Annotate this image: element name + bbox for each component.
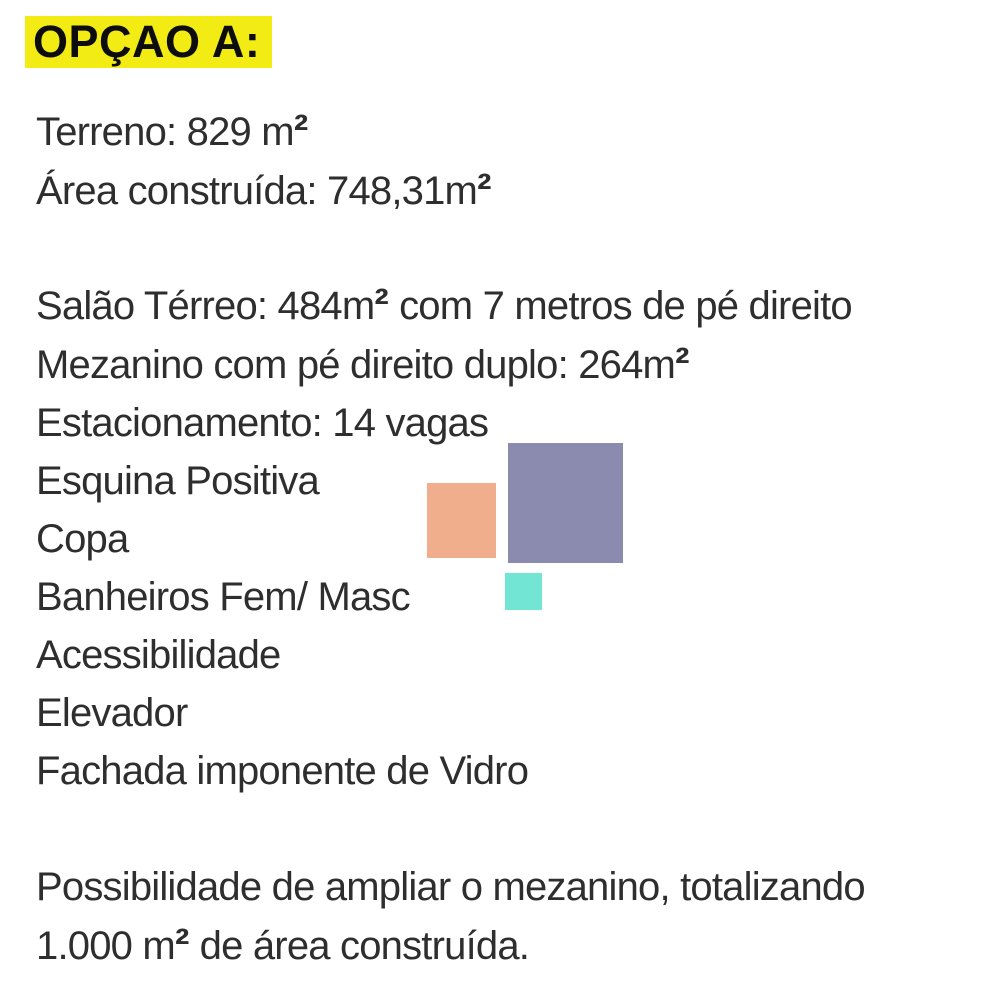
expansion-block bbox=[36, 858, 865, 975]
summary-block bbox=[36, 102, 491, 220]
terreno-line: Terreno: 829 m² bbox=[36, 107, 309, 155]
mezanino-line: Mezanino com pé direito duplo: 264m² bbox=[36, 340, 690, 388]
page-title: OPÇAO A: bbox=[25, 16, 272, 68]
estacionamento-line: Estacionamento: 14 vagas bbox=[36, 401, 489, 445]
salao-terreo-line: Salão Térreo: 484m² com 7 metros de pé direito bbox=[36, 281, 852, 329]
fachada-line: Fachada imponente de Vidro bbox=[36, 749, 529, 793]
features-block bbox=[36, 276, 852, 800]
banheiros-line: Banheiros Fem/ Masc bbox=[36, 575, 410, 619]
acessibilidade-line: Acessibilidade bbox=[36, 633, 281, 677]
total-area-line: 1.000 m² de área construída. bbox=[36, 921, 530, 969]
possibilidade-line: Possibilidade de ampliar o mezanino, totalizando bbox=[36, 865, 865, 909]
elevador-line: Elevador bbox=[36, 691, 188, 735]
copa-line: Copa bbox=[36, 517, 129, 561]
area-construida-line: Área construída: 748,31m² bbox=[36, 166, 492, 214]
esquina-line: Esquina Positiva bbox=[36, 459, 319, 503]
